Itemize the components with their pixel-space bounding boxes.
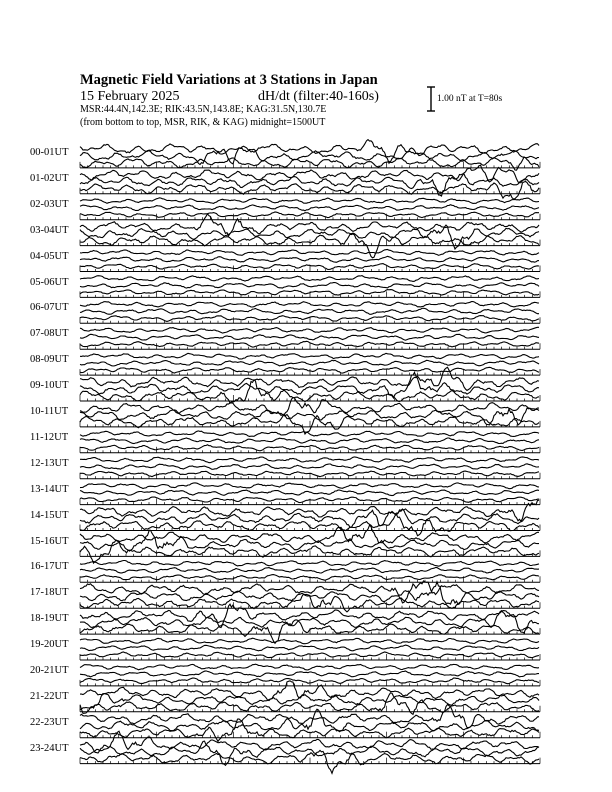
- trace-kag-11-12ut: [80, 431, 539, 437]
- hour-label-00-01ut: 00-01UT: [30, 147, 69, 158]
- trace-msr-02-03ut: [80, 212, 539, 218]
- trace-msr-19-20ut: [80, 652, 539, 658]
- trace-rik-13-14ut: [80, 490, 539, 496]
- trace-kag-05-06ut: [80, 276, 539, 282]
- chart-title: Magnetic Field Variations at 3 Stations in Japan: [80, 72, 378, 88]
- hour-label-08-09ut: 08-09UT: [30, 354, 69, 366]
- trace-kag-19-20ut: [80, 638, 539, 644]
- hour-label-10-11ut: 10-11UT: [30, 406, 69, 417]
- scale-bar: [427, 87, 435, 111]
- hour-label-17-18ut: 17-18UT: [30, 587, 69, 599]
- hour-label-07-08ut: 07-08UT: [30, 328, 69, 340]
- trace-msr-11-12ut: [80, 445, 539, 451]
- hour-label-22-23ut: 22-23UT: [30, 716, 69, 728]
- chart-date: 15 February 2025: [80, 89, 180, 104]
- trace-msr-06-07ut: [80, 316, 539, 322]
- trace-kag-06-07ut: [80, 302, 539, 308]
- hour-label-21-22ut: 21-22UT: [30, 690, 69, 702]
- trace-rik-08-09ut: [80, 360, 539, 366]
- trace-kag-08-09ut: [80, 353, 539, 359]
- hour-label-20-21ut: 20-21UT: [30, 665, 69, 676]
- trace-rik-12-13ut: [80, 464, 539, 470]
- trace-kag-16-17ut: [80, 561, 539, 567]
- hour-label-04-05ut: 04-05UT: [30, 250, 69, 262]
- trace-rik-04-05ut: [80, 256, 539, 262]
- trace-msr-07-08ut: [80, 341, 539, 347]
- chart-filter: dH/dt (filter:40-160s): [258, 89, 379, 104]
- hour-label-11-12ut: 11-12UT: [30, 431, 69, 443]
- scale-bar-label: 1.00 nT at T=80s: [437, 94, 503, 104]
- hour-label-14-15ut: 14-15UT: [30, 509, 69, 521]
- trace-kag-02-03ut: [80, 198, 539, 204]
- trace-kag-20-21ut: [80, 664, 539, 670]
- trace-msr-08-09ut: [80, 367, 539, 373]
- trace-rik-06-07ut: [80, 308, 539, 314]
- trace-rik-05-06ut: [80, 283, 539, 289]
- trace-rik-22-23ut: [80, 709, 539, 732]
- trace-order-note: (from bottom to top, MSR, RIK, & KAG) midnight=1500UT: [80, 117, 326, 128]
- trace-rik-16-17ut: [80, 568, 539, 574]
- trace-kag-17-18ut: [80, 581, 539, 603]
- hour-label-16-17ut: 16-17UT: [30, 561, 69, 573]
- trace-rik-02-03ut: [80, 205, 539, 211]
- hour-label-05-06ut: 05-06UT: [30, 276, 69, 288]
- trace-msr-16-17ut: [80, 575, 539, 581]
- hour-label-19-20ut: 19-20UT: [30, 639, 69, 651]
- trace-rik-20-21ut: [80, 671, 539, 677]
- trace-msr-12-13ut: [80, 471, 539, 477]
- trace-msr-20-21ut: [80, 678, 539, 684]
- trace-msr-18-19ut: [80, 620, 539, 644]
- trace-kag-04-05ut: [80, 250, 539, 256]
- hour-label-15-16ut: 15-16UT: [30, 535, 69, 547]
- trace-rik-19-20ut: [80, 645, 539, 651]
- trace-msr-13-14ut: [80, 497, 539, 503]
- hour-label-09-10ut: 09-10UT: [30, 380, 69, 392]
- trace-kag-12-13ut: [80, 457, 539, 463]
- hour-label-23-24ut: 23-24UT: [30, 742, 69, 754]
- trace-kag-13-14ut: [80, 483, 539, 489]
- hour-label-01-02ut: 01-02UT: [30, 172, 69, 184]
- trace-kag-00-01ut: [80, 140, 539, 164]
- trace-msr-17-18ut: [80, 594, 539, 612]
- hour-label-03-04ut: 03-04UT: [30, 224, 69, 236]
- hour-label-02-03ut: 02-03UT: [30, 198, 69, 210]
- trace-rik-07-08ut: [80, 334, 539, 340]
- trace-kag-07-08ut: [80, 327, 539, 333]
- hour-label-06-07ut: 06-07UT: [30, 302, 69, 314]
- station-coordinates: MSR:44.4N,142.3E; RIK:43.5N,143.8E; KAG:31.5N,130.7E: [80, 104, 327, 115]
- hour-label-13-14ut: 13-14UT: [30, 483, 69, 495]
- trace-msr-04-05ut: [80, 264, 539, 270]
- hour-label-12-13ut: 12-13UT: [30, 457, 69, 469]
- trace-msr-05-06ut: [80, 290, 539, 296]
- hour-label-18-19ut: 18-19UT: [30, 613, 69, 625]
- trace-rik-11-12ut: [80, 438, 539, 444]
